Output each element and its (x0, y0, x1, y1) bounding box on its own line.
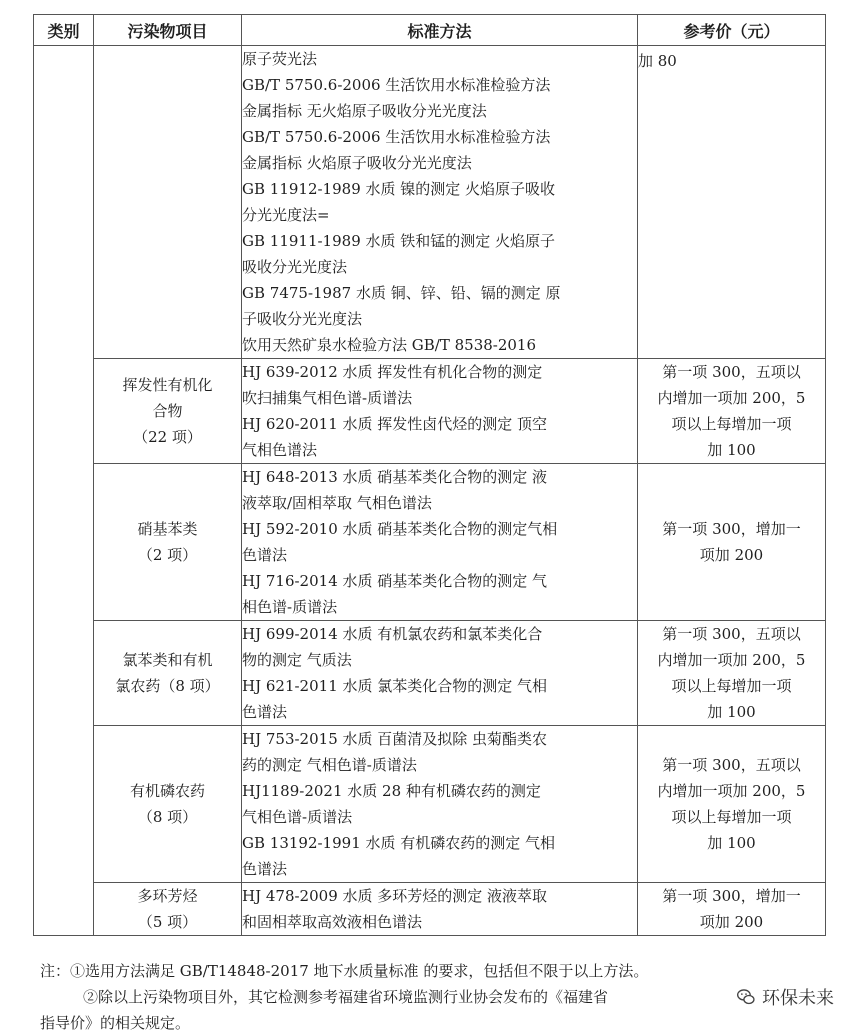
method-line: 色谱法 (242, 860, 288, 878)
method-line: GB 11912-1989 水质 镍的测定 火焰原子吸收 (242, 180, 556, 198)
price-line: 加 100 (707, 703, 756, 721)
price-line: 项加 200 (699, 913, 764, 931)
standard-method-cell (242, 359, 638, 464)
price-line: 第一项 300，增加一 (662, 887, 801, 905)
footnotes (40, 958, 840, 1036)
reference-price-cell (638, 464, 826, 621)
pollutant-item-line: （22 项） (133, 428, 202, 446)
pollutant-item-line: 氯苯类和有机 (122, 651, 213, 669)
price-line: 第一项 300，五项以 (662, 363, 801, 381)
standard-method-cell (242, 726, 638, 883)
reference-price-cell (638, 359, 826, 464)
method-line: HJ 699-2014 水质 有机氯农药和氯苯类化合 (242, 625, 543, 643)
method-line: 色谱法 (242, 703, 288, 721)
reference-price-cell (638, 621, 826, 726)
method-line: 子吸收分光光度法 (242, 310, 363, 328)
note-2: ②除以上污染物项目外，其它检测参考福建省环境监测行业协会发布的《福建省 (83, 988, 609, 1006)
pollutant-item-line: （8 项） (137, 808, 198, 826)
category-cell (34, 46, 94, 936)
price-line: 项加 200 (699, 546, 764, 564)
note-1: 注：①选用方法满足 GB/T14848-2017 地下水质量标准 的要求，包括但不限于以上方法。 (40, 962, 649, 980)
method-line: GB/T 5750.6-2006 生活饮用水标准检验方法 (242, 128, 551, 146)
method-line: 吸收分光光度法 (242, 258, 348, 276)
method-line: 原子荧光法 (242, 50, 318, 68)
method-line: 金属指标 无火焰原子吸收分光光度法 (242, 102, 487, 120)
method-line: 吹扫捕集气相色谱-质谱法 (242, 389, 413, 407)
method-line: HJ1189-2021 水质 28 种有机磷农药的测定 (242, 782, 541, 800)
method-line: HJ 639-2012 水质 挥发性有机化合物的测定 (242, 363, 543, 381)
method-line: HJ 648-2013 水质 硝基苯类化合物的测定 液 (242, 468, 548, 486)
pollutant-item-line: （2 项） (137, 546, 198, 564)
price-line: 第一项 300，五项以 (662, 756, 801, 774)
method-line: 相色谱-质谱法 (242, 598, 338, 616)
standards-table (33, 14, 826, 936)
watermark (732, 984, 838, 1010)
header-method: 标准方法 (242, 15, 638, 46)
pollutant-item-cell (94, 359, 242, 464)
price-line: 内增加一项加 200，5 (657, 782, 806, 800)
method-line: HJ 753-2015 水质 百菌清及拟除 虫菊酯类农 (242, 730, 548, 748)
pollutant-item-line: 多环芳烃 (137, 887, 198, 905)
price-line: 项以上每增加一项 (671, 808, 792, 826)
method-line: HJ 716-2014 水质 硝基苯类化合物的测定 气 (242, 572, 548, 590)
pollutant-item-cell (94, 883, 242, 936)
method-line: HJ 592-2010 水质 硝基苯类化合物的测定气相 (242, 520, 558, 538)
price-line: 项以上每增加一项 (671, 415, 792, 433)
table-header-row (34, 15, 826, 46)
pollutant-item-cell (94, 464, 242, 621)
method-line: 液萃取/固相萃取 气相色谱法 (242, 494, 432, 512)
watermark-text: 环保未来 (762, 988, 834, 1009)
table-row (34, 46, 826, 359)
method-line: 饮用天然矿泉水检验方法 GB/T 8538-2016 (242, 336, 537, 354)
table-row (34, 621, 826, 726)
standard-method-cell (242, 883, 638, 936)
pollutant-item-line: （5 项） (137, 913, 198, 931)
header-item: 污染物项目 (94, 15, 242, 46)
method-line: GB 13192-1991 水质 有机磷农药的测定 气相 (242, 834, 556, 852)
method-line: 分光光度法= (242, 206, 330, 224)
method-line: GB 11911-1989 水质 铁和锰的测定 火焰原子 (242, 232, 556, 250)
pollutant-item-line: 挥发性有机化 (122, 376, 213, 394)
header-price: 参考价（元） (638, 15, 826, 46)
price-line: 内增加一项加 200，5 (657, 389, 806, 407)
price-line: 加 100 (707, 441, 756, 459)
table-row (34, 883, 826, 936)
pollutant-item-line: 硝基苯类 (137, 520, 198, 538)
method-line: HJ 621-2011 水质 氯苯类化合物的测定 气相 (242, 677, 548, 695)
method-line: 物的测定 气质法 (242, 651, 352, 669)
price-line: 加 80 (638, 52, 677, 70)
reference-price-cell (638, 46, 826, 359)
price-line: 内增加一项加 200，5 (657, 651, 806, 669)
reference-price-cell (638, 883, 826, 936)
method-line: 色谱法 (242, 546, 288, 564)
standard-method-cell (242, 621, 638, 726)
header-category: 类别 (34, 15, 94, 46)
standard-method-cell (242, 464, 638, 621)
pollutant-item-cell (94, 46, 242, 359)
method-line: 和固相萃取高效液相色谱法 (242, 913, 423, 931)
table-row (34, 464, 826, 621)
pollutant-item-cell (94, 726, 242, 883)
pollutant-item-line: 氯农药（8 项） (115, 677, 220, 695)
method-line: 药的测定 气相色谱-质谱法 (242, 756, 417, 774)
reference-price-cell (638, 726, 826, 883)
note-3: 指导价》的相关规定。 (40, 1014, 191, 1032)
method-line: HJ 620-2011 水质 挥发性卤代烃的测定 顶空 (242, 415, 548, 433)
method-line: GB 7475-1987 水质 铜、锌、铅、镉的测定 原 (242, 284, 561, 302)
table-row (34, 726, 826, 883)
pollutant-item-cell (94, 621, 242, 726)
method-line: GB/T 5750.6-2006 生活饮用水标准检验方法 (242, 76, 551, 94)
table-row (34, 359, 826, 464)
method-line: 金属指标 火焰原子吸收分光光度法 (242, 154, 472, 172)
pollutant-item-line: 合物 (152, 402, 183, 420)
price-line: 第一项 300，增加一 (662, 520, 801, 538)
method-line: HJ 478-2009 水质 多环芳烃的测定 液液萃取 (242, 887, 548, 905)
price-line: 加 100 (707, 834, 756, 852)
pollutant-item-line: 有机磷农药 (129, 782, 205, 800)
price-line: 第一项 300，五项以 (662, 625, 801, 643)
standard-method-cell (242, 46, 638, 359)
price-line: 项以上每增加一项 (671, 677, 792, 695)
method-line: 气相色谱法 (242, 441, 318, 459)
method-line: 气相色谱-质谱法 (242, 808, 353, 826)
wechat-icon (736, 987, 756, 1007)
